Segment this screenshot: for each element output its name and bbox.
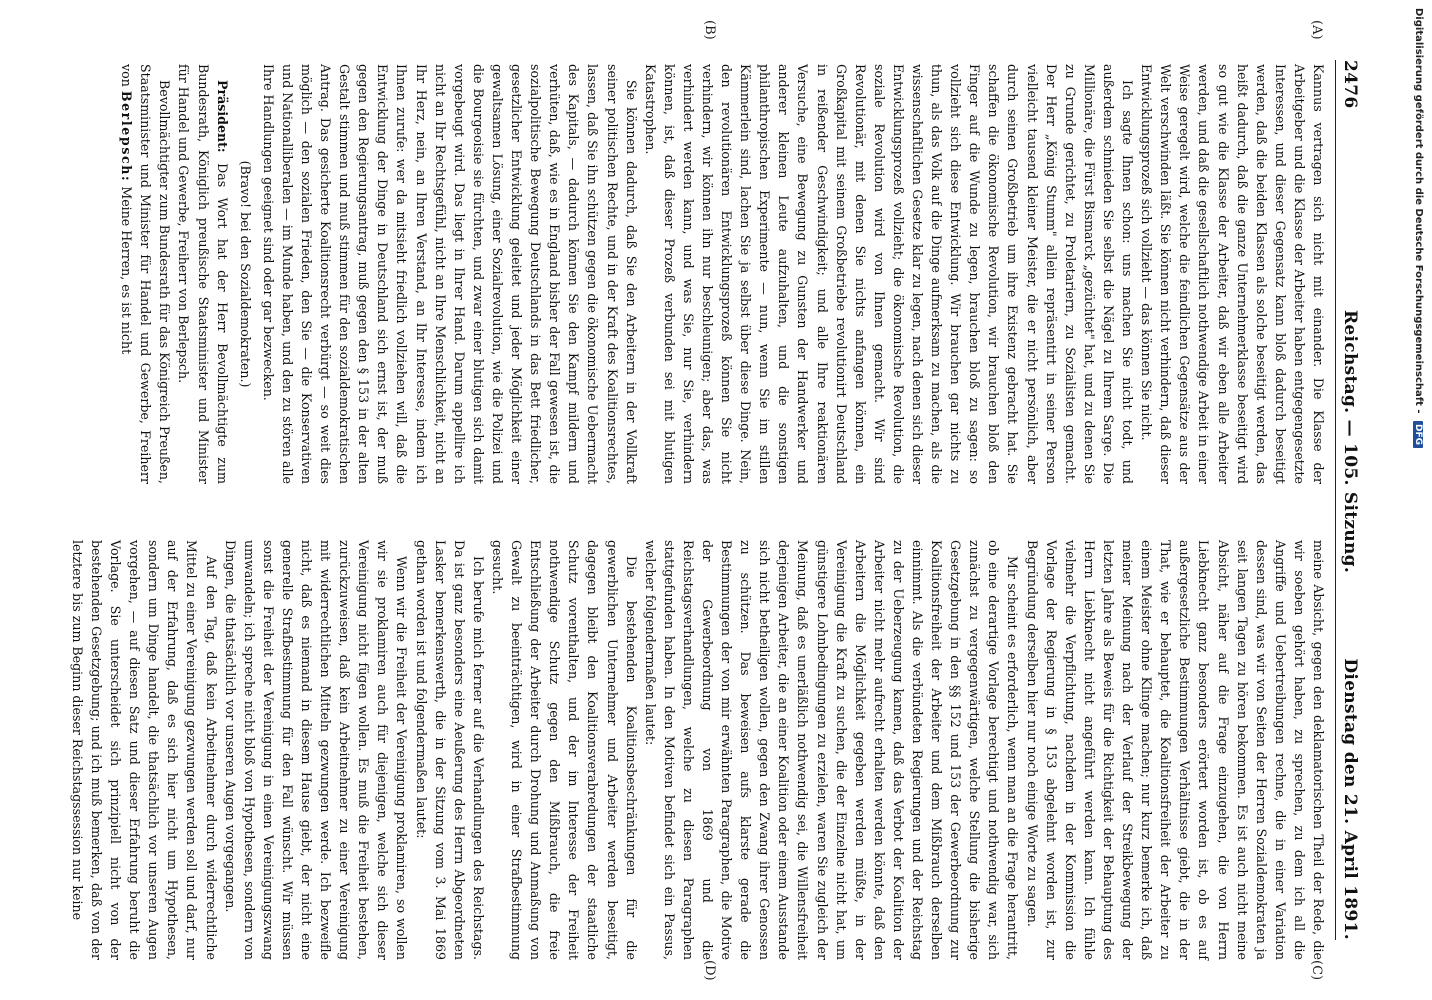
paragraph: Kannus vertragen sich nicht mit einander. Die Klasse der Arbeitgeber und die Klasse der Arbeiter haben entgegengesetzte Interessen, und dieser Gegensatz kann bloß dadurch beseitigt werden, daß die beiden Klassen als solche beseitigt werden, das heißt dadurch, daß die ganze Unternehmerklasse beseitigt wird so gut wie die Klasse der Arbeiter, daß wir eben alle Arbeiter werden, und daß die gesellschaftlich nothwendige Arbeit in einer Weise geregelt wird, welche die feindlichen Gegensätze aus der Welt verschwinden läßt. Sie können nicht verhindern, daß dieser Entwicklungsprozeß sich vollzieht — das können Sie nicht.: [1139, 64, 1326, 484]
paragraph-text: Meine Herren, es ist nicht: [119, 186, 135, 355]
paragraph: Ich sagte Ihnen schon: uns machen Sie nicht todt, und außerdem schmieden Sie selbst die Nägel zu Ihrem Sarge. Die Millionäre, die Fürst Bismarck „gezüchtet" hat, und zu denen Sie zu Grunde gerichtet, zu Proletariern, zu Sozialisten gemacht. Der Herr „König Stumm" allein repräsentirt in seiner Person vielleicht tausend kleiner Meister, die er nicht persönlich, aber durch seinen Großbetrieb um ihre Existenz gebracht hat. Sie schaffen die ökonomische Revolution, wir brauchen bloß den Finger auf die Wunde zu legen, brauchen bloß zu sagen: so vollzieht sich diese Entwicklung. Wir brauchen gar nichts zu thun, als das Volk auf die Dinge aufmerksam zu machen, als die wissenschaftlichen Gesetze klar zu legen, nach denen sich dieser Entwicklungsprozeß vollzieht; die ökonomische Revolution, die soziale Revolution wird von Ihnen gemacht. Wir sind Revolutionär, mit denen Sie nichts anfangen können, ein Großkapital mit seinem Großbetriebe revolutionirt Deutschland in reißender Geschwindigkeit; und alle Ihre reaktionären Versuche, eine Bewegung zu Gunsten der Handwerker und anderer kleinen Leute aufzuhalten, und die sonstigen philanthropischen Experimente — nun, wenn Sie im stillen Kämmerlein sind, lachen Sie ja selbst über diese Dinge. Nein, den revolutionären Entwicklungsprozeß können Sie nicht verhindern, wir können ihn nur beschleunigen; aber das, was verhindert werden kann, und was Sie, nur Sie, verhindern können, ist, daß dieser Prozeß verbunden sei mit blutigen Katastrophen.: [642, 64, 1136, 484]
applause-note: (Bravo! bei den Sozialdemokraten.): [237, 160, 253, 388]
paragraph-text: Das Wort hat der Herr Bevollmächtigte zum Bundesrath, Königlich preußische Staatsminister und Minister für Handel und Gewerbe, Freiherr von Berlepsch.: [176, 64, 230, 484]
speaker-name: Berlepsch:: [119, 90, 135, 183]
margin-letter-d: (D): [702, 960, 717, 981]
session-date: Dienstag den 21. April 1891.: [1340, 658, 1360, 940]
digitization-credit: [1413, 8, 1424, 448]
quotation: Die bestehenden Koalitionsbeschränkungen für die gewerblichen Unternehmer und Arbeiter werden beseitigt, dagegen bleibt den Koalitionsverabredungen der staatliche Schutz vorenthalten, und der im Interesse der Freiheit nothwendige Schutz gegen den Mißbrauch, die freie Entschließung der Arbeiter durch Drohung und Anmaßung von Gewalt zu beeinträchtigen, wird in einer Strafbestimmung gesucht.: [489, 540, 639, 960]
paragraph: Ich berufe mich ferner auf die Verhandlungen des Reichstags. Da ist ganz besonders eine Aeußerung des Herrn Abgeordneten Lasker bemerkenswerth, die in der Sitzung vom 3. Mai 1869 gethan worden ist und folgendermaßen lautet:: [413, 540, 486, 960]
paragraph: Sie können dadurch, daß Sie den Arbeitern in der Vollkraft seiner politischen Rechte, und in der Kraft des Koalitionsrechtes, lassen, daß Sie ihn schützen gegen die ökonomische Uebermacht des Kapitals, — dadurch können Sie den Kampf mildern und verhüten, daß, wie es in England bisher der Fall gewesen ist, die sozialpolitische Bewegung Deutschlands in das Bett friedlicher, gesetzlicher Entwicklung geleitet und jeder Möglichkeit einer gewaltsamen Lösung, einer Sozialrevolution, wie die Polizei und die Bourgeoisie sie fürchten, und zwar einer blutigen sich damit vorgebeugt wird. Das liegt in Ihrer Hand. Darum appellire ich nicht an Ihr Rechtsgefühl, nicht an Ihre Menschlichkeit, nicht an Ihr Herz, nein, an Ihren Verstand, an Ihr Interesse, indem ich Ihnen zurufe: wer da mitsieht friedlich vollziehen will, daß die Entwicklung der Dinge in Deutschland sich ernst ist, der muß gegen den Regierungsantrag, muß gegen den § 153 in der alten Gestalt stimmen und muß stimmen für den sozialdemokratischen Antrag. Das gesicherte Koalitionsrecht verbürgt — so weit dies möglich — den sozialen Frieden, den Sie — die Konservativen und Nationalliberalen — im Munde haben, und den zu stören alle Ihre Handlungen geeignet sind oder gar bezwecken.: [260, 64, 639, 484]
credit-strip: [1400, 0, 1432, 1000]
page-header: [1335, 60, 1362, 940]
paragraph: meine Absicht, gegen den deklamatorischen Theil der Rede, die wir soeben gehört haben, zu sprechen, zu dem ich all die Angriffe und Uebertreibungen rechne, die in einer Variation dessen sind, was wir von Seiten der Herren Sozialdemokraten ja seit langen Tagen zu hören bekommen. Es ist auch nicht meine Absicht, näher auf die Frage einzugehen, die von Herrn Liebknecht ganz besonders erörtert worden ist, ob es auf außergesetzliche Bestimmungen Verhältnisse giebt, die in der That, wie er behauptet, die Koalitionsfreiheit der Arbeiter zu einem Meister ohne Klinge machen; nur kurz bemerke ich, daß meiner Meinung nach der Verlauf der Streikbewegung der letzten Jahre als Beweis für die Richtigkeit der Behauptung des Herrn Liebknecht nicht angeführt werden kann. Ich fühle vielmehr die Verpflichtung, nachdem in der Kommission die Vorlage der Regierung in § 153 abgelehnt worden ist, zur Begründung derselben hier nur noch einige Worte zu sagen.: [1024, 540, 1326, 960]
session-title: Reichstag. — 105. Sitzung.: [1340, 310, 1360, 574]
credit-text: Digitalisierung gefördert durch die Deutsche Forschungsgemeinschaft -: [1413, 8, 1424, 414]
paragraph: Auf den Tag, daß kein Arbeitnehmer durch widerrechtliche Mittel zu einer Vereinigung gezwungen werden soll und darf, nur auf der Erfahrung, daß es sich hier nicht um Hypothesen, sondern um Dinge handelt, die thatsächlich vor unseren Augen vorgehen, — auf diesen Satz und dieser Erfahrung beruht die Vorlage. Sie unterscheidet sich prinzipiell nicht von der bestehenden Gesetzgebung; und ich muß bemerken, daß von der letztere bis zum Beginn dieser Reichstagssession nur keine: [69, 540, 219, 960]
quotation: Wenn wir die Freiheit der Vereinigung proklamiren, so wollen wir sie proklamiren auch für diejenigen, welche sich dieser Vereinigung nicht fügen wollen. Es muß die Freiheit bestehen, zurückzuweisen, daß kein Arbeitnehmer zu einer Vereinigung mit widerrechtlichen Mitteln gezwungen werde. Ich bezweifle nicht, daß es niemand in diesem Hause giebt, der nicht eine generelle Strafbestimmung für den Fall wünscht. Wir müssen sonst die Freiheit der Vereinigung in einen Vereinigungszwang umwandeln; ich spreche nicht bloß von Hypothesen, sondern von Dingen, die thatsächlich vor unseren Augen vorgegangen.: [222, 540, 410, 960]
margin-letter-c: (C): [1309, 960, 1324, 981]
page-number: 2476: [1340, 60, 1360, 109]
minister-paragraph: [117, 64, 174, 484]
paragraph-text: Bevollmächtigter zum Bundesrath für das Königreich Preußen, Staatsminister und Minister für Handel und Gewerbe, Freiherr von: [119, 64, 173, 484]
right-column: [69, 540, 1328, 960]
president-paragraph: [174, 64, 231, 484]
margin-letter-b: (B): [702, 20, 717, 40]
paragraph: Mir scheint es erforderlich, wenn man an die Frage herantritt, ob eine derartige Vorlage berechtigt und nothwendig war, sich zunächst zu vergegenwärtigen, welche Stellung die bisherige Gesetzgebung in den §§ 152 und 153 der Gewerbeordnung zur Koalitionsfreiheit der Arbeiter und dem Mißbrauch derselben einnimmt. Als die verbündeten Regierungen und der Reichstag zu der Ueberzeugung kamen, daß das Verbot der Koalition der Arbeiter nicht mehr aufrecht erhalten werden könnte, daß den Arbeitern die Möglichkeit gegeben werden müßte, in der Vereinigung die Kraft zu suchen, die der Einzelne nicht hat, um günstigere Lohnbedingungen zu erzielen, waren Sie zugleich der Meinung, daß es unerläßlich nothwendig sei, die Willensfreiheit derjenigen Arbeiter, die an einer Koalition oder einem Ausstande sich nicht betheiligen wollen, gegen den Zwang ihrer Genossen zu schützen. Das beweisen aufs klarste gerade die Bestimmungen der von mir erwähnten Paragraphen, die Motive der Gewerbeordnung von 1869 und die Reichstagsverhandlungen, welche zu diesen Paragraphen stattgefunden haben. In den Motiven befindet sich ein Passus, welcher folgendermaßen lautet:: [642, 540, 1021, 960]
dfg-logo: DFG: [1413, 421, 1423, 448]
left-column: [78, 64, 1328, 484]
speaker-name: Präsident:: [214, 80, 230, 153]
margin-letter-a: (A): [1309, 20, 1324, 40]
